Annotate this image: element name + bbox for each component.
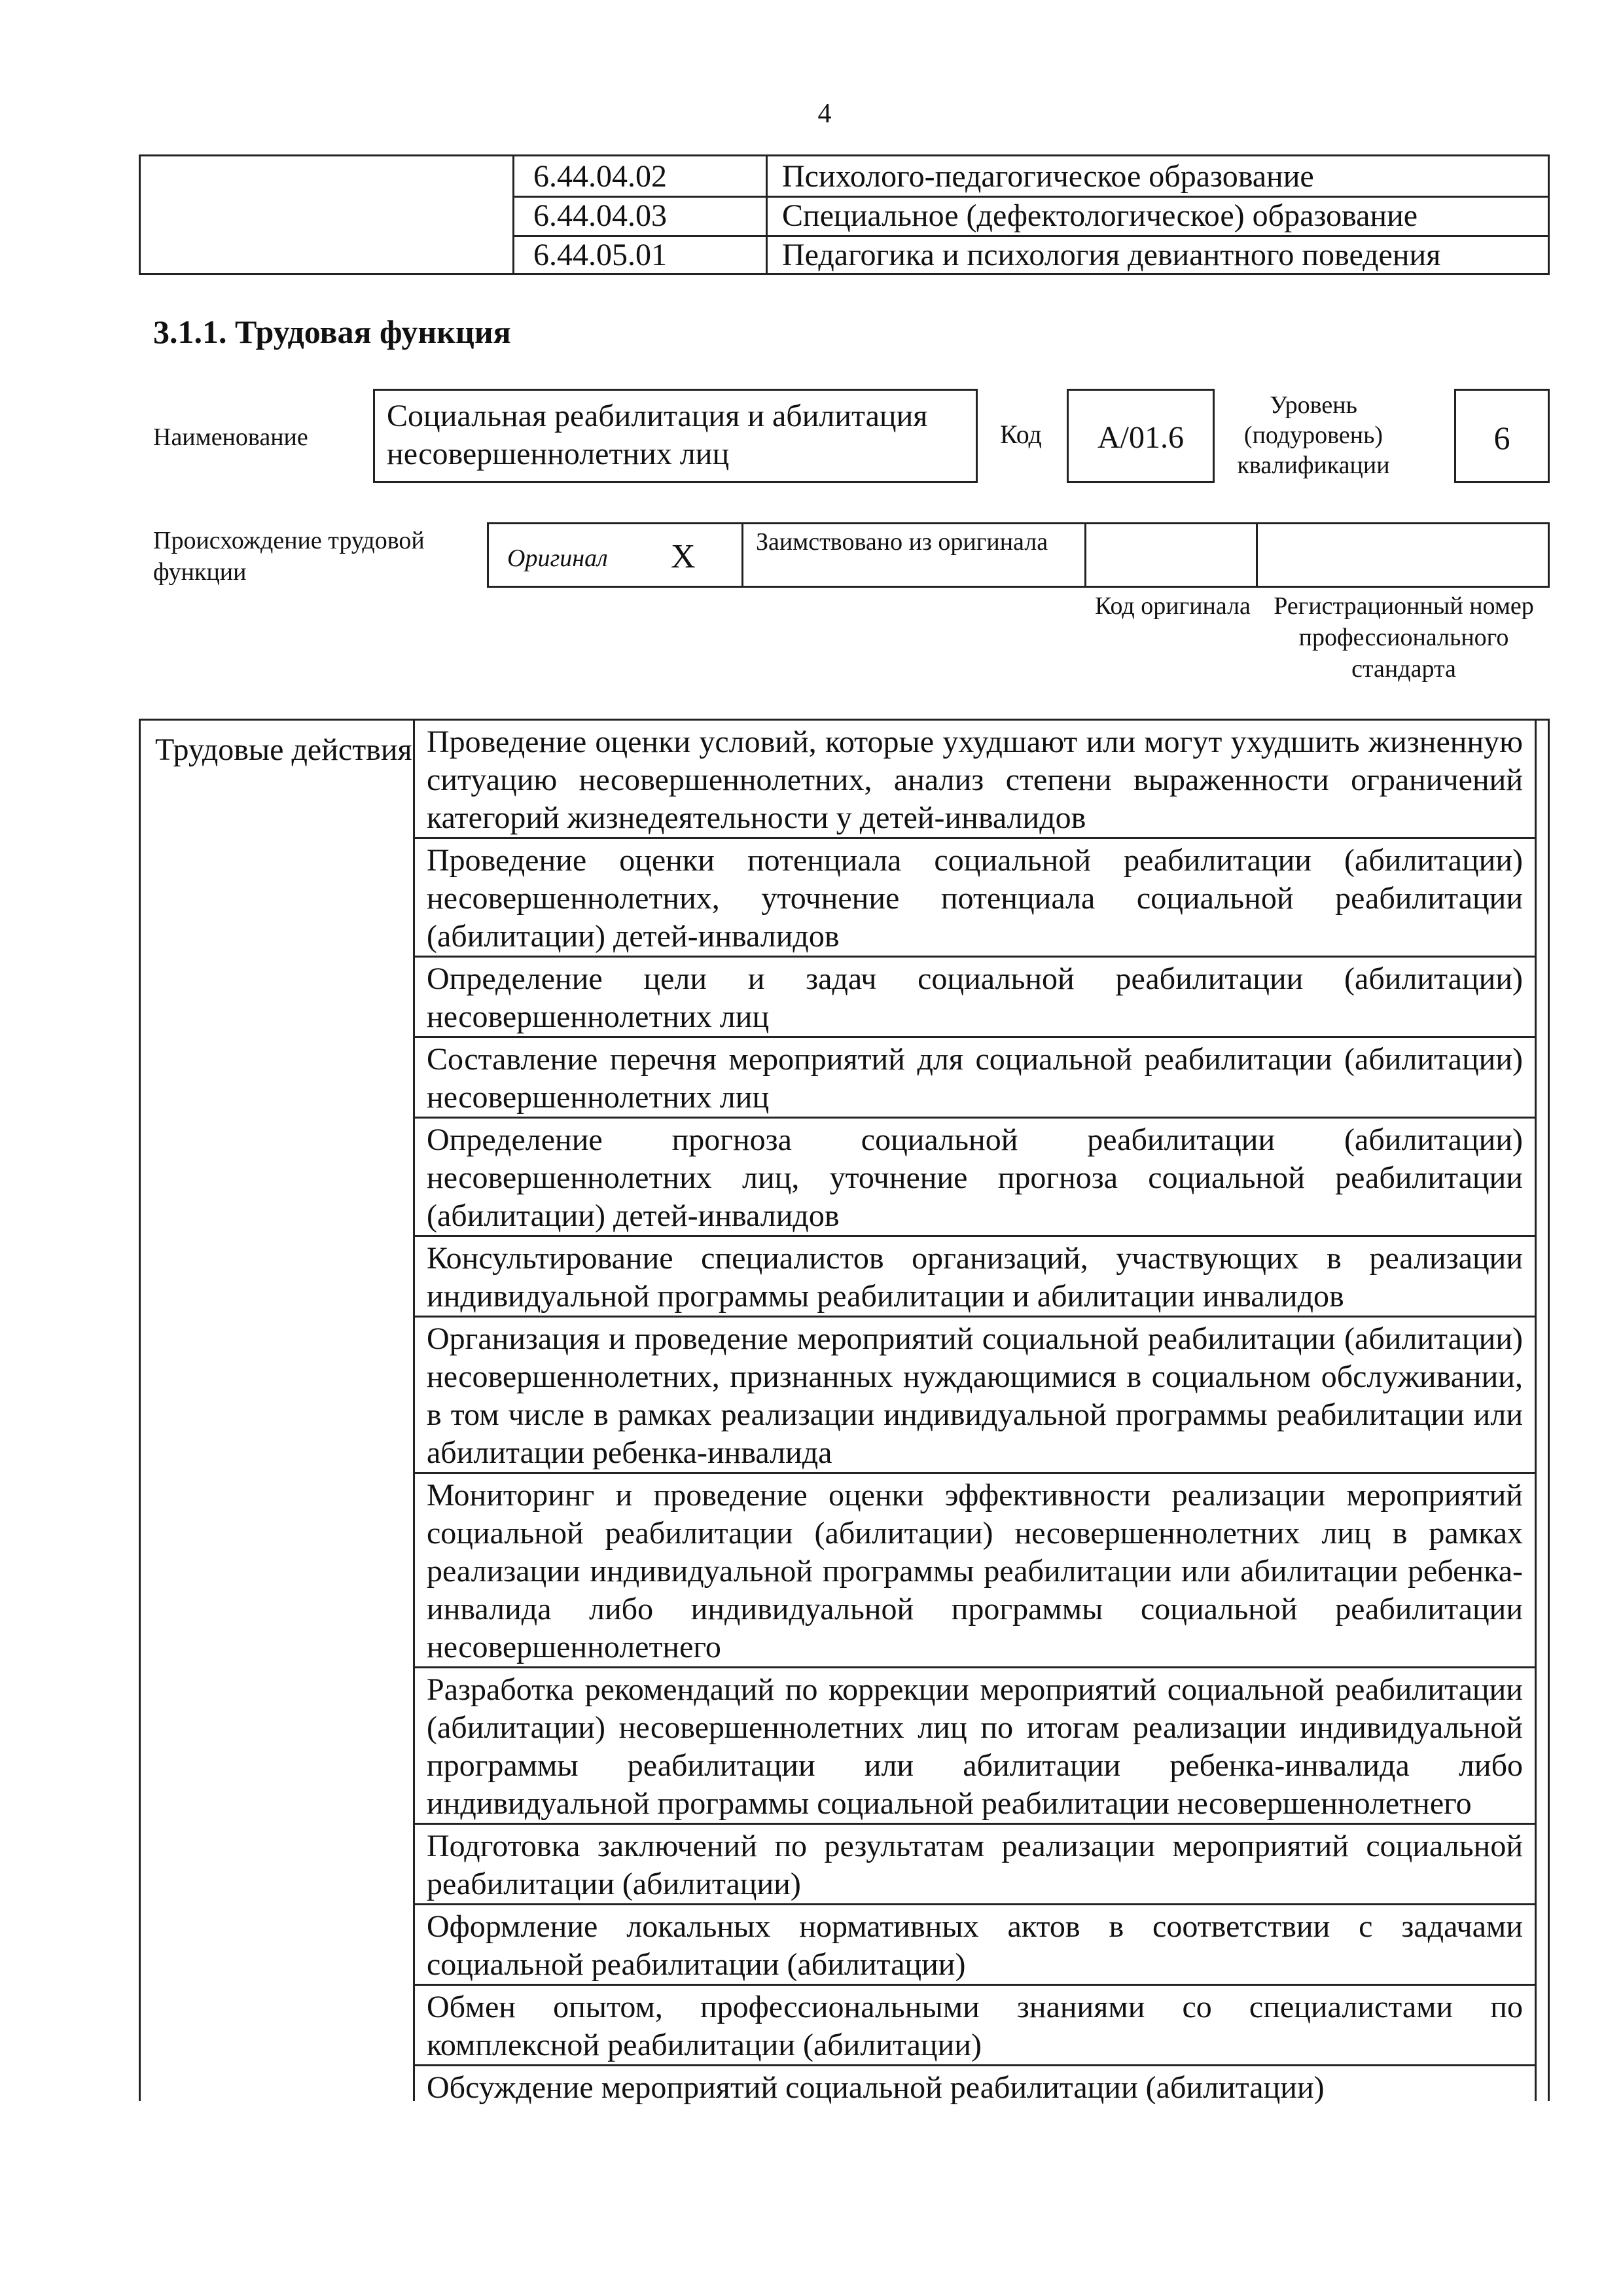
codes-table-divider [512,156,514,273]
name-label: Наименование [153,423,308,451]
labor-action-row: Подготовка заключений по результатам реализации мероприятий социальной реабилитации (абилитации) [415,1825,1535,1905]
labor-actions-table [139,719,1550,2105]
labor-action-row: Определение прогноза социальной реабилитации (абилитации) несовершеннолетних лиц, уточнение прогноза социальной реабилитации (абилитации) детей-инвалидов [415,1119,1535,1237]
origin-divider [1256,524,1258,586]
function-code-box: А/01.6 [1067,389,1215,483]
labor-action-row: Проведение оценки потенциала социальной реабилитации (абилитации) несовершеннолетних, уточнение потенциала социальной реабилитации (абилитации) детей-инвалидов [415,839,1535,958]
origin-divider [741,524,743,586]
original-label: Оригинал [507,545,608,572]
labor-action-row: Определение цели и задач социальной реабилитации (абилитации) несовершеннолетних лиц [415,958,1535,1038]
origin-label: Происхождение трудовой функции [153,527,425,586]
original-mark: X [671,538,696,575]
labor-action-row: Консультирование специалистов организаций, участвующих в реализации индивидуальной программы реабилитации и абилитации инвалидов [415,1237,1535,1318]
labor-actions-label: Трудовые действия [155,732,412,767]
labor-action-row: Мониторинг и проведение оценки эффективности реализации мероприятий социальной реабилитации (абилитации) несовершеннолетних лиц в рамках реализации индивидуальной программы реабилитации или абилитации ребенка-инвалида либо индивидуальной программы социальной реабилитации несовершеннолетнего [415,1474,1535,1668]
function-name-box: Социальная реабилитация и абилитация несовершеннолетних лиц [373,389,978,483]
code-original-label: Код оригинала [1095,592,1251,620]
origin-divider [1084,524,1086,586]
code-name-cell: Педагогика и психология девиантного поведения [782,238,1441,272]
labor-actions-list [415,721,1535,2107]
labor-action-row: Проведение оценки условий, которые ухудшают или могут ухудшить жизненную ситуацию несовершеннолетних, анализ степени выраженности ограничений категорий жизнедеятельности у детей-инвалидов [415,721,1535,839]
labor-action-row: Составление перечня мероприятий для социальной реабилитации (абилитации) несовершеннолетних лиц [415,1038,1535,1119]
labor-action-row: Разработка рекомендаций по коррекции мероприятий социальной реабилитации (абилитации) несовершеннолетних лиц по итогам реализации индивидуальной программы реабилитации или абилитации ребенка-инвалида либо индивидуальной программы социальной реабилитации несовершеннолетнего [415,1668,1535,1825]
code-cell: 6.44.05.01 [533,238,667,272]
code-label: Код [1000,420,1042,449]
labor-action-row: Организация и проведение мероприятий социальной реабилитации (абилитации) несовершеннолетних, признанных нуждающимися в социальном обслуживании, в том числе в рамках реализации индивидуальной программы реабилитации или абилитации ребенка-инвалида [415,1318,1535,1474]
page-number: 4 [817,99,832,129]
labor-action-row: Обмен опытом, профессиональными знаниями со специалистами по комплексной реабилитации (абилитации) [415,1986,1535,2066]
labor-action-row: Оформление локальных нормативных актов в соответствии с задачами социальной реабилитации (абилитации) [415,1905,1535,1986]
right-border [1535,721,1537,2101]
reg-number-label: Регистрационный номер профессионального стандарта [1274,592,1534,683]
level-label: Уровень (подуровень) квалификации [1237,391,1390,479]
origin-table [487,522,1550,588]
code-cell: 6.44.04.03 [533,198,667,233]
section-title: 3.1.1. Трудовая функция [153,314,511,350]
labor-action-row: Обсуждение мероприятий социальной реабилитации (абилитации) [427,2070,1325,2105]
level-value-box: 6 [1454,389,1550,483]
code-name-cell: Специальное (дефектологическое) образование [782,198,1418,233]
code-cell: 6.44.04.02 [533,159,667,194]
code-name-cell: Психолого-педагогическое образование [782,159,1314,194]
codes-table [139,154,1550,275]
codes-table-divider [766,156,768,273]
borrowed-label: Заимствовано из оригинала [756,528,1048,556]
